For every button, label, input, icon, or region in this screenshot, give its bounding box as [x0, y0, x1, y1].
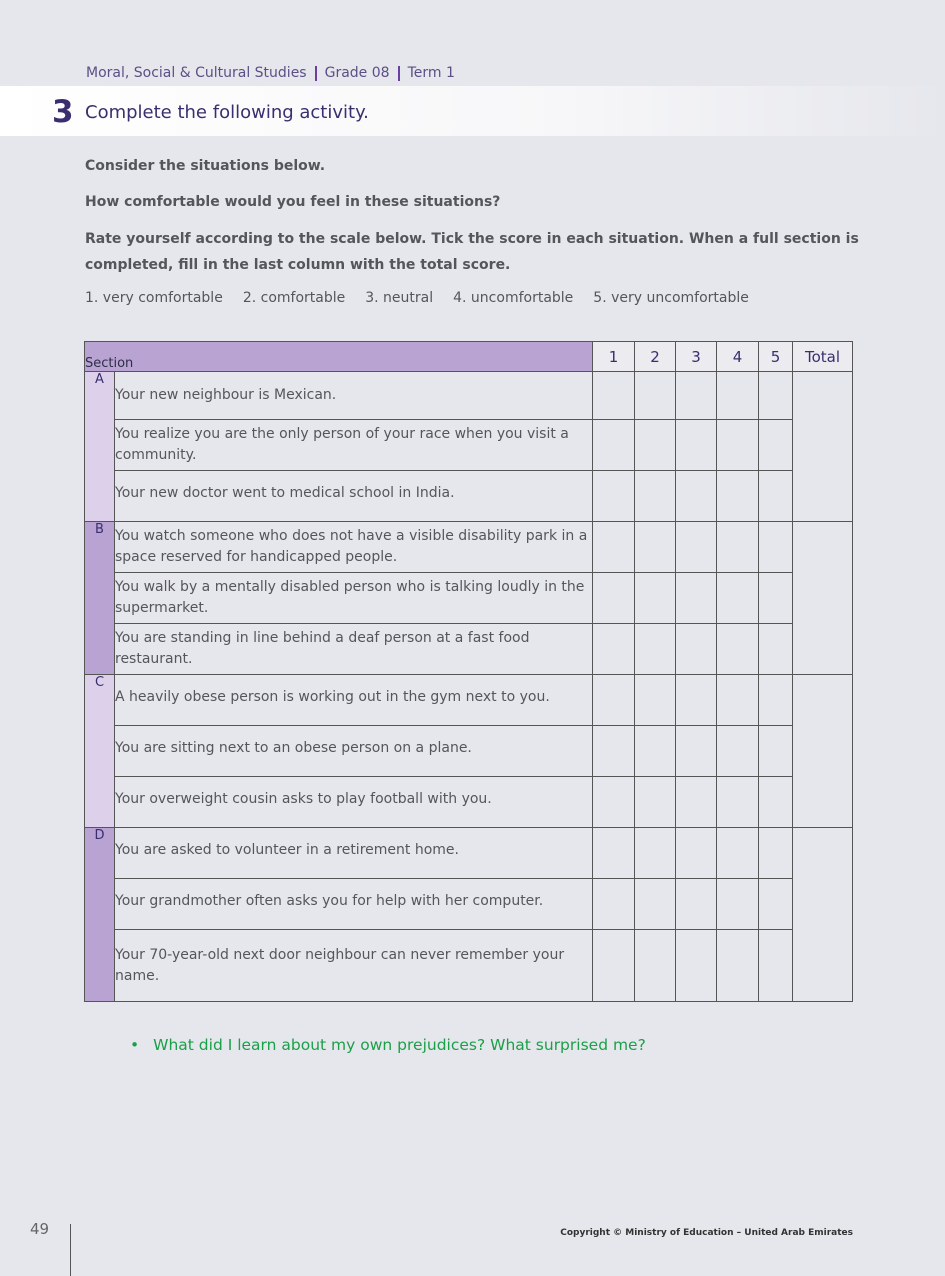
section-letter-c: C [85, 675, 115, 828]
situation-text: Your overweight cousin asks to play football with you. [115, 777, 593, 828]
table-row [85, 573, 853, 624]
score-box-5[interactable] [759, 828, 793, 879]
score-header-3: 3 [676, 342, 717, 372]
scale-item: 5. very uncomfortable [593, 290, 749, 306]
copyright-notice: Copyright © Ministry of Education – United Arab Emirates [560, 1228, 853, 1238]
score-box-3[interactable] [676, 930, 717, 1002]
table-row [85, 726, 853, 777]
section-header: Section [85, 342, 593, 372]
section-letter-b: B [85, 522, 115, 675]
scale-item: 1. very comfortable [85, 290, 223, 306]
header-grade: Grade 08 [324, 65, 390, 81]
instruction-3: Rate yourself according to the scale below. Tick the score in each situation. When a full section is completed, fill in the last column with the total score. [85, 231, 859, 273]
table-row [85, 420, 853, 471]
score-box-1[interactable] [593, 675, 635, 726]
total-box-d[interactable] [793, 828, 853, 1002]
score-box-4[interactable] [717, 471, 759, 522]
header-breadcrumb [86, 65, 455, 81]
score-box-2[interactable] [635, 573, 676, 624]
score-box-2[interactable] [635, 675, 676, 726]
score-box-1[interactable] [593, 930, 635, 1002]
score-box-3[interactable] [676, 372, 717, 420]
score-box-4[interactable] [717, 420, 759, 471]
activity-number: 3 [52, 94, 74, 130]
section-letter-d: D [85, 828, 115, 1002]
situation-text: Your new neighbour is Mexican. [115, 372, 593, 420]
situation-text: You realize you are the only person of your race when you visit a community. [115, 420, 593, 471]
situation-text: You walk by a mentally disabled person who is talking loudly in the supermarket. [115, 573, 593, 624]
score-box-4[interactable] [717, 624, 759, 675]
score-box-4[interactable] [717, 675, 759, 726]
header-term: Term 1 [407, 65, 455, 81]
instruction-2: How comfortable would you feel in these situations? [85, 194, 501, 210]
table-row [85, 624, 853, 675]
score-box-4[interactable] [717, 522, 759, 573]
score-box-5[interactable] [759, 420, 793, 471]
score-box-3[interactable] [676, 471, 717, 522]
score-box-5[interactable] [759, 777, 793, 828]
score-box-5[interactable] [759, 675, 793, 726]
score-box-4[interactable] [717, 573, 759, 624]
score-box-2[interactable] [635, 828, 676, 879]
score-box-3[interactable] [676, 777, 717, 828]
total-header: Total [793, 342, 853, 372]
instruction-1: Consider the situations below. [85, 158, 326, 174]
score-header-1: 1 [593, 342, 635, 372]
situation-text: Your 70-year-old next door neighbour can never remember your name. [115, 930, 593, 1002]
score-box-5[interactable] [759, 879, 793, 930]
section-letter-a: A [85, 372, 115, 522]
score-box-3[interactable] [676, 573, 717, 624]
score-box-3[interactable] [676, 624, 717, 675]
table-row [85, 471, 853, 522]
reflection-prompt [130, 1036, 646, 1054]
scale-item: 3. neutral [365, 290, 434, 306]
score-box-2[interactable] [635, 420, 676, 471]
score-box-3[interactable] [676, 828, 717, 879]
table-row [85, 522, 853, 573]
score-box-5[interactable] [759, 522, 793, 573]
table-row [85, 879, 853, 930]
table-row [85, 930, 853, 1002]
score-box-4[interactable] [717, 930, 759, 1002]
score-box-2[interactable] [635, 372, 676, 420]
table-row [85, 828, 853, 879]
score-box-4[interactable] [717, 828, 759, 879]
score-box-4[interactable] [717, 726, 759, 777]
score-box-1[interactable] [593, 777, 635, 828]
score-box-3[interactable] [676, 726, 717, 777]
score-box-3[interactable] [676, 522, 717, 573]
score-box-2[interactable] [635, 471, 676, 522]
score-box-5[interactable] [759, 624, 793, 675]
situation-text: You watch someone who does not have a visible disability park in a space reserved for handicapped people. [115, 522, 593, 573]
score-box-1[interactable] [593, 624, 635, 675]
score-box-1[interactable] [593, 522, 635, 573]
score-box-5[interactable] [759, 471, 793, 522]
score-box-1[interactable] [593, 420, 635, 471]
header-divider [315, 66, 317, 81]
header-subject: Moral, Social & Cultural Studies [86, 65, 307, 81]
activity-title: Complete the following activity. [85, 102, 369, 123]
score-box-1[interactable] [593, 879, 635, 930]
score-box-2[interactable] [635, 777, 676, 828]
score-box-5[interactable] [759, 726, 793, 777]
scale-item: 4. uncomfortable [453, 290, 574, 306]
score-box-2[interactable] [635, 879, 676, 930]
score-box-5[interactable] [759, 372, 793, 420]
score-box-2[interactable] [635, 726, 676, 777]
score-header-5: 5 [759, 342, 793, 372]
score-box-1[interactable] [593, 372, 635, 420]
score-box-3[interactable] [676, 879, 717, 930]
header-divider [398, 66, 400, 81]
score-box-4[interactable] [717, 777, 759, 828]
total-box-c[interactable] [793, 675, 853, 828]
score-box-5[interactable] [759, 573, 793, 624]
score-box-1[interactable] [593, 726, 635, 777]
score-header-4: 4 [717, 342, 759, 372]
score-box-1[interactable] [593, 471, 635, 522]
score-box-4[interactable] [717, 879, 759, 930]
score-box-3[interactable] [676, 675, 717, 726]
scale-item: 2. comfortable [242, 290, 346, 306]
score-box-1[interactable] [593, 573, 635, 624]
page-number: 49 [30, 1220, 50, 1238]
score-box-2[interactable] [635, 624, 676, 675]
situation-text: Your new doctor went to medical school in India. [115, 471, 593, 522]
total-box-b[interactable] [793, 522, 853, 675]
score-box-3[interactable] [676, 420, 717, 471]
situation-text: A heavily obese person is working out in the gym next to you. [115, 675, 593, 726]
score-box-2[interactable] [635, 930, 676, 1002]
table-row [85, 675, 853, 726]
rating-scale [85, 290, 749, 306]
score-box-1[interactable] [593, 828, 635, 879]
score-box-2[interactable] [635, 522, 676, 573]
table-row [85, 372, 853, 420]
reflection-text: What did I learn about my own prejudices? What surprised me? [153, 1036, 646, 1054]
situation-text: Your grandmother often asks you for help with her computer. [115, 879, 593, 930]
bullet-icon: • [130, 1036, 140, 1054]
score-box-4[interactable] [717, 372, 759, 420]
situation-text: You are asked to volunteer in a retirement home. [115, 828, 593, 879]
page-divider [70, 1224, 71, 1276]
score-header-2: 2 [635, 342, 676, 372]
table-row [85, 777, 853, 828]
total-box-a[interactable] [793, 372, 853, 522]
score-box-5[interactable] [759, 930, 793, 1002]
rating-table [84, 341, 853, 1002]
situation-text: You are standing in line behind a deaf person at a fast food restaurant. [115, 624, 593, 675]
situation-text: You are sitting next to an obese person on a plane. [115, 726, 593, 777]
